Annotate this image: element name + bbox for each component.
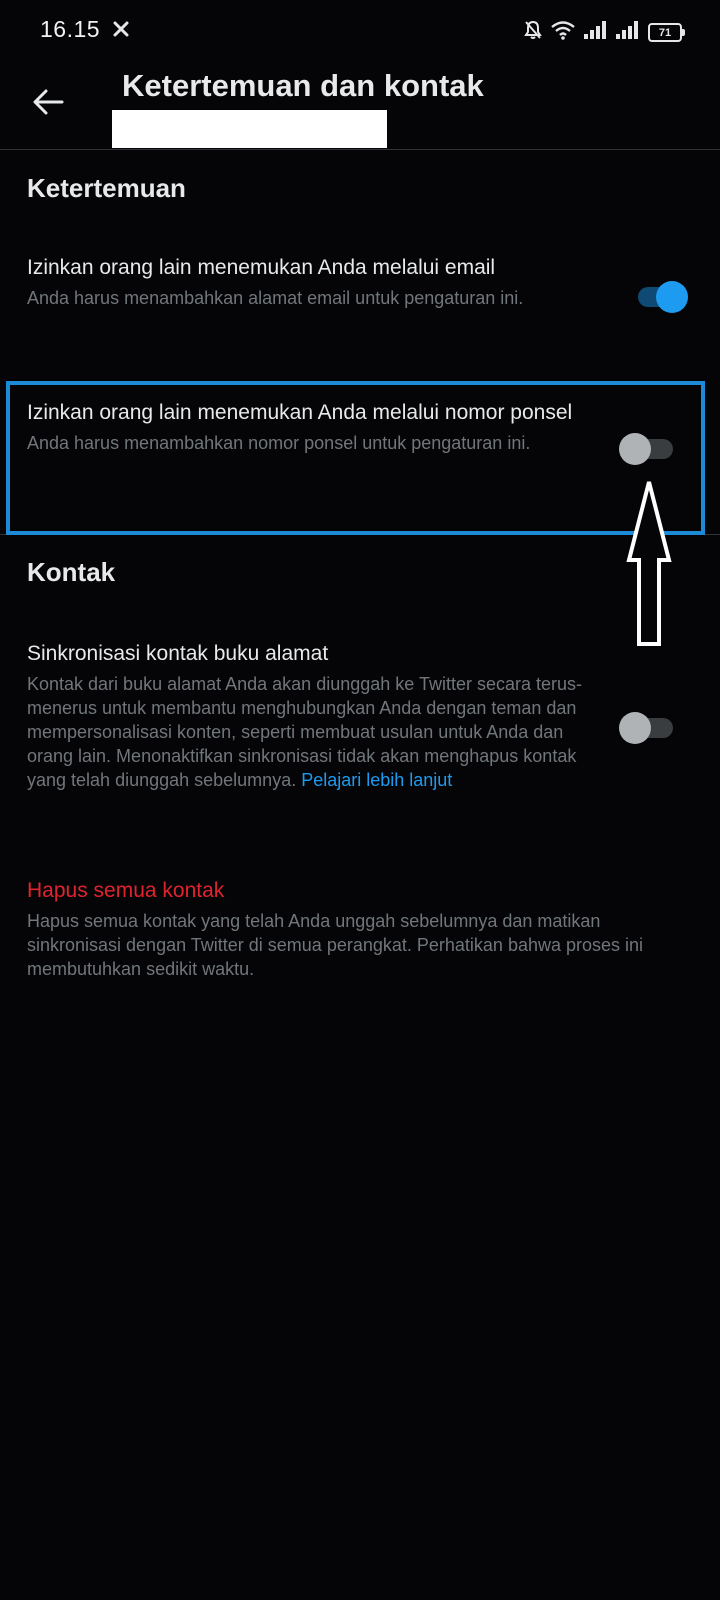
toggle-contact-sync[interactable] [619, 712, 677, 742]
status-icons [524, 20, 682, 45]
setting-description: Anda harus menambahkan nomor ponsel untuk pengaturan ini. [27, 433, 531, 453]
setting-label: Izinkan orang lain menemukan Anda melalui nomor ponsel [27, 401, 573, 424]
battery-level: 71 [658, 26, 672, 39]
tools-icon [112, 20, 130, 43]
setting-label: Izinkan orang lain menemukan Anda melalui email [27, 256, 496, 279]
status-bar [0, 0, 720, 60]
up-arrow-annotation-icon [625, 478, 673, 653]
setting-description: Hapus semua kontak yang telah Anda unggah sebelumnya dan matikan sinkronisasi dengan Twitter di semua perangkat. Perhatikan bahwa proses ini membutuhkan sedikit waktu. [27, 911, 644, 979]
highlight-annotation [6, 381, 705, 535]
setting-description: Anda harus menambahkan alamat email untuk pengaturan ini. [27, 288, 524, 308]
setting-label: Sinkronisasi kontak buku alamat [27, 642, 329, 665]
header [0, 60, 720, 150]
status-time: 16.15 [40, 16, 101, 42]
setting-remove-contacts[interactable] [27, 877, 687, 981]
sync-description-text: Kontak dari buku alamat Anda akan diunggah ke Twitter secara terus-menerus untuk membantu menghubungkan Anda dengan teman dan mempersonalisasi konten, seperti membuat usulan untuk Anda dan orang lain. Menonaktifkan sinkronisasi tidak akan menghapus kontak yang telah diunggah sebelumnya. [27, 674, 583, 790]
signal-icon [584, 21, 608, 44]
back-button[interactable] [28, 82, 68, 122]
setting-email-discoverability[interactable] [27, 254, 587, 310]
redaction-box [112, 110, 387, 148]
header-divider [0, 149, 720, 150]
signal-icon [616, 21, 640, 44]
setting-contact-sync[interactable] [27, 640, 587, 792]
toggle-email-discoverability[interactable] [630, 281, 688, 311]
remove-contacts-button[interactable]: Hapus semua kontak [27, 879, 225, 902]
wifi-icon [550, 20, 576, 45]
toggle-thumb [619, 712, 651, 744]
section-title-contacts: Kontak [27, 557, 116, 587]
learn-more-link[interactable]: Pelajari lebih lanjut [301, 770, 453, 790]
setting-description [27, 672, 587, 792]
section-title-discoverability: Ketertemuan [27, 173, 186, 203]
battery-icon [648, 23, 682, 42]
bell-off-icon [524, 20, 542, 45]
page-title: Ketertemuan dan kontak [122, 68, 484, 103]
arrow-left-icon [32, 88, 64, 116]
toggle-thumb [656, 281, 688, 313]
